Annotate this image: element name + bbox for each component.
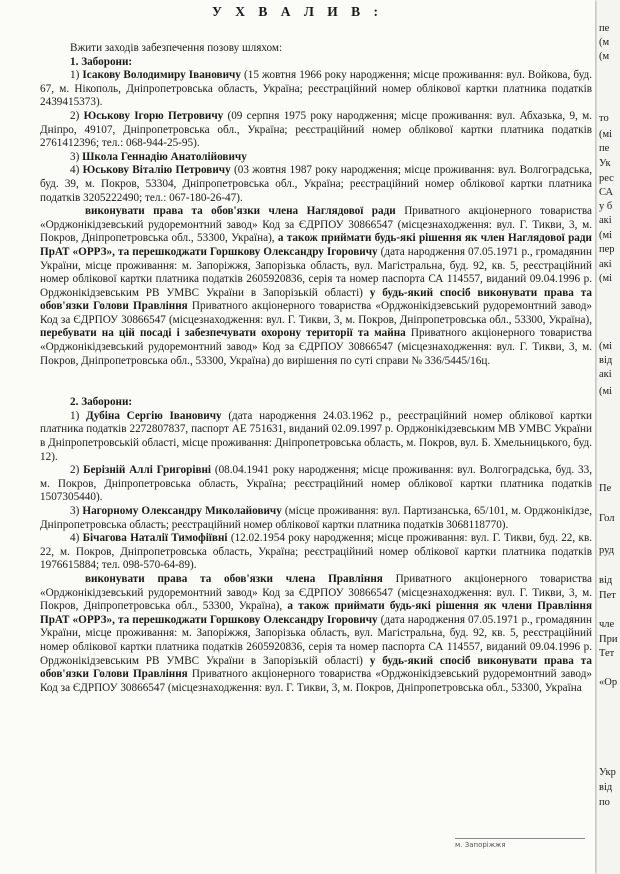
edge-fragment: (мі (599, 230, 613, 241)
section1-heading: 1. Заборони: (70, 55, 133, 68)
prohibition-clause: перебувати на цій посаді і забезпечувати охорону території та майна (40, 327, 406, 340)
person-details: (09 серпня 1975 року народження; місце проживання: вул. Абхазька, 9, м. Дніпро, 49107, Дніпропетровська обл., Україна; реєстраційний номер облікової картки платника податків 2761412396; тел.: 068-944-25-95). (40, 109, 592, 150)
edge-fragment: Тет (599, 648, 615, 659)
section2-person3: 3) Нагорному Олександру Миколайовичу (місце проживання: вул. Партизанська, 65/101, м. Орджонікідзе, Дніпропетровська область; реєстраційний номер облікової картки платника податків 3068118770). (40, 505, 592, 531)
edge-fragment: чле (599, 619, 615, 630)
court-stamp (455, 838, 585, 870)
edge-fragment: (мі (599, 341, 613, 352)
person-details: (місце проживання: вул. Партизанська, 65/101, м. Орджонікідзе, Дніпропетровська область; реєстраційний номер облікової картки платника податків 3068118770). (40, 505, 592, 531)
edge-fragment: Ук (599, 158, 611, 169)
section1-person4: 4) Юськову Віталію Петровичу (03 жовтня 1987 року народження; місце проживання: вул. Волгоградська, буд. 39, м. Покров, 53304, Дніпропетровська обл., Україна; реєстраційний номер облікової картки платника податків 3205222490; тел.: 067-180-26-47). (40, 164, 593, 204)
prohibition-text: (дата народження 07.05.1971 р., громадянин України, місце проживання: м. Запоріжжя, Запорізька область, вул. Магістральна, буд. 92, кв. 5, реєстраційний номер облікової картки платника податків 2605920836, серія та номер паспорта СА 114557, виданий 09.04.1996 р. Орджонікідзевським РВ УМВС України в Запорізькій області) (40, 613, 593, 667)
person-name: Нагорному Олександру Миколайовичу (82, 505, 282, 517)
prohibition-text: Приватного акціонерного товариства «Орджонікідзевський рудоремонтний завод» Код за ЄДРПОУ 30866547 (місцезнаходження: вул. Г. Тикви, 3, м. Покров, Дніпропетровська обл., 53300, Україна) до вирішення по суті справи № 336/5445/16ц. (40, 327, 593, 367)
person-name: Дубіна Сергію Івановичу (86, 409, 222, 422)
edge-fragment: Укр (599, 767, 616, 778)
edge-fragment: (м (599, 37, 610, 48)
prohibition-clause: а також приймати будь-які рішення як член Наглядової ради ПрАТ «ОРРЗ», та перешкоджати (40, 232, 592, 258)
edge-fragment: (мі (599, 386, 613, 397)
edge-fragment: руд (599, 545, 615, 556)
edge-fragment: по (599, 797, 610, 808)
document-body (40, 42, 592, 695)
edge-fragment: пер (599, 244, 615, 255)
intro-text: Вжити заходів забезпечення позову шляхом: (70, 42, 283, 54)
person-name: Юськову Віталію Петровичу (82, 164, 231, 177)
person-details: (дата народження 24.03.1962 р., реєстраційний номер облікової картки платника податків 2272807837, паспорт АЕ 751631, виданий 02.09.1997 р. Орджонікідзевським МВ УМВС України в Дніпропетровській області, місце проживання: Дніпропетровська область, м. Покров, вул. Б. Хмельницького, буд. 12). (40, 409, 593, 463)
edge-fragment: у б (599, 201, 613, 212)
section2-prohibitions (40, 573, 592, 695)
edge-fragment: «Ор (599, 677, 618, 688)
section1-person1: 1) Ісакову Володимиру Івановичу (15 жовтня 1966 року народження; місце проживання: вул. Войкова, буд. 67, м. Нікополь, Дніпропетровська область, Україна; реєстраційний номер облікової картки платника податків 2439415373). (40, 69, 593, 109)
next-page-edge (597, 0, 620, 874)
section1-prohibitions (40, 205, 592, 368)
person-name: Горшкову Олександру Ігоровичу (209, 613, 378, 626)
edge-fragment: від (599, 355, 613, 366)
person-name: Юськову Ігорю Петровичу (83, 109, 224, 122)
section2-heading: 2. Заборони: (70, 396, 133, 409)
section2-person4: 4) Бічагова Наталії Тимофіївні (12.02.1954 року народження; місце проживання: вул. Г. Тикви, буд. 22, кв. 22, м. Покров, Дніпропетровська область, Україна; реєстраційний номер облікової картки платника податків 1976615884; тел. 098-570-64-89). (40, 532, 593, 572)
section2-person2: 2) Берізній Аллі Григорівні (08.04.1941 року народження; місце проживання: вул. Волгоградська, буд. 33, м. Покров, Дніпропетровська область, Україна; реєстраційний номер облікової картки платника податків 1507305440). (40, 464, 592, 504)
prohibition-clause: виконувати права та обов'язки члена Правління (85, 572, 383, 585)
edge-fragment: (м (599, 51, 610, 62)
person-name: Бічагова Наталії Тимофіївні (82, 532, 228, 545)
prohibition-text: Приватного акціонерного товариства «Орджонікідзевський рудоремонтний завод» Код за ЄДРПОУ 30866547 (місцезнаходження: вул. Г. Тикви, 3, м. Покров, Дніпропетровська обл., 53300, Україна), (40, 205, 593, 245)
edge-fragment: При (599, 634, 618, 645)
prohibition-text: Приватного акціонерного товариства «Орджонікідзевський рудоремонтний завод» Код за ЄДРПОУ 30866547 (місцезнаходження: вул. Г. Тикви, 3, м. Покров, Дніпропетровська обл., 53300, Україна), (40, 572, 593, 613)
prohibition-clause: виконувати права та обов'язки члена Наглядової ради (85, 205, 396, 218)
edge-fragment: акі (599, 259, 612, 270)
edge-fragment: то (599, 113, 609, 124)
person-name: Горшкову Олександру Ігоровичу (209, 245, 378, 258)
section1-person3: 3) Школа Геннадію Анатолійовичу (70, 150, 247, 163)
section1-person2: 2) Юськову Ігорю Петровичу (09 серпня 1975 року народження; місце проживання: вул. Абхазька, 9, м. Дніпро, 49107, Дніпропетровська обл., Україна; реєстраційний номер облікової картки платника податків 2761412396; тел.: 068-944-25-95). (40, 109, 592, 150)
person-details: (15 жовтня 1966 року народження; місце проживання: вул. Войкова, буд. 67, м. Нікополь, Дніпропетровська область, Україна; реєстраційний номер облікової картки платника податків 2439415373). (40, 69, 593, 109)
person-details: (08.04.1941 року народження; місце проживання: вул. Волгоградська, буд. 33, м. Покров, Дніпропетровська область, Україна; реєстраційний номер облікової картки платника податків 1507305440). (40, 464, 592, 504)
edge-fragment: пе (599, 23, 610, 34)
edge-fragment: СА (599, 187, 614, 198)
page-title: У Х В А Л И В : (211, 4, 384, 19)
edge-fragment: від (599, 782, 613, 793)
edge-fragment: акі (599, 369, 612, 380)
person-name: Ісакову Володимиру Івановичу (82, 69, 241, 82)
edge-fragment: (мі (599, 129, 613, 140)
prohibition-text: Приватного акціонерного товариства «Орджонікідзевський рудоремонтний завод» Код за ЄДРПОУ 30866547 (місцезнаходження: вул. Г. Тикви, 3, м. Покров, Дніпропетровська обл., 53300, Україна), (40, 300, 592, 326)
edge-fragment: Гол (599, 513, 615, 524)
person-details: (12.02.1954 року народження; місце проживання: вул. Г. Тикви, буд. 22, кв. 22, м. Покров, Дніпропетровська область, Україна; реєстраційний номер облікової картки платника податків 1976615884; тел. 098-570-64-89). (40, 532, 593, 572)
edge-fragment: (мі (599, 273, 613, 284)
prohibition-clause: у будь-який спосіб виконувати права та обов'язки Голови Правління (40, 286, 593, 313)
edge-fragment: Пет (599, 590, 616, 601)
stamp-text: м. Запоріжжя (455, 838, 585, 849)
person-name: Школа Геннадію Анатолійовичу (82, 150, 247, 163)
edge-fragment: від (599, 575, 613, 586)
edge-fragment: Пе (599, 483, 612, 494)
prohibition-clause: у будь-який спосіб виконувати права та обов'язки Голови Правління (40, 654, 593, 681)
prohibition-text: Приватного акціонерного товариства «Орджонікідзевський рудоремонтний завод» Код за ЄДРПОУ 30866547 (місцезнаходження: вул. Г. Тикви, 3, м. Покров, Дніпропетровська обл., 53300, Україна (40, 668, 592, 694)
edge-fragment: акі (599, 215, 612, 226)
person-name: Берізній Аллі Григорівні (83, 464, 212, 477)
section2-person1: 1) Дубіна Сергію Івановичу (дата народження 24.03.1962 р., реєстраційний номер облікової картки платника податків 2272807837, паспорт АЕ 751631, виданий 02.09.1997 р. Орджонікідзевським МВ УМВС України в Дніпропетровській області, місце проживання: Дніпропетровська область, м. Покров, вул. Б. Хмельницького, буд. 12). (40, 409, 593, 463)
edge-fragment: рес (599, 173, 614, 184)
person-details: (03 жовтня 1987 року народження; місце проживання: вул. Волгоградська, буд. 39, м. Покров, 53304, Дніпропетровська обл., Україна; реєстраційний номер облікової картки платника податків 3205222490; тел.: 067-180-26-47). (40, 164, 593, 204)
prohibition-text: (дата народження 07.05.1971 р., громадянин України, місце проживання: м. Запоріжжя, Запорізька область, вул. Магістральна, буд. 92, кв. 5, реєстраційний номер облікової картки платника податків 2605920836, серія та номер паспорта СА 114557, виданий 09.04.1996 р. Орджонікідзевським РВ УМВС України в Запорізькій області) (40, 245, 593, 299)
prohibition-clause: а також приймати будь-які рішення як члени Правління ПрАТ «ОРРЗ», та перешкоджати (40, 600, 592, 626)
edge-fragment: пе (599, 143, 610, 154)
